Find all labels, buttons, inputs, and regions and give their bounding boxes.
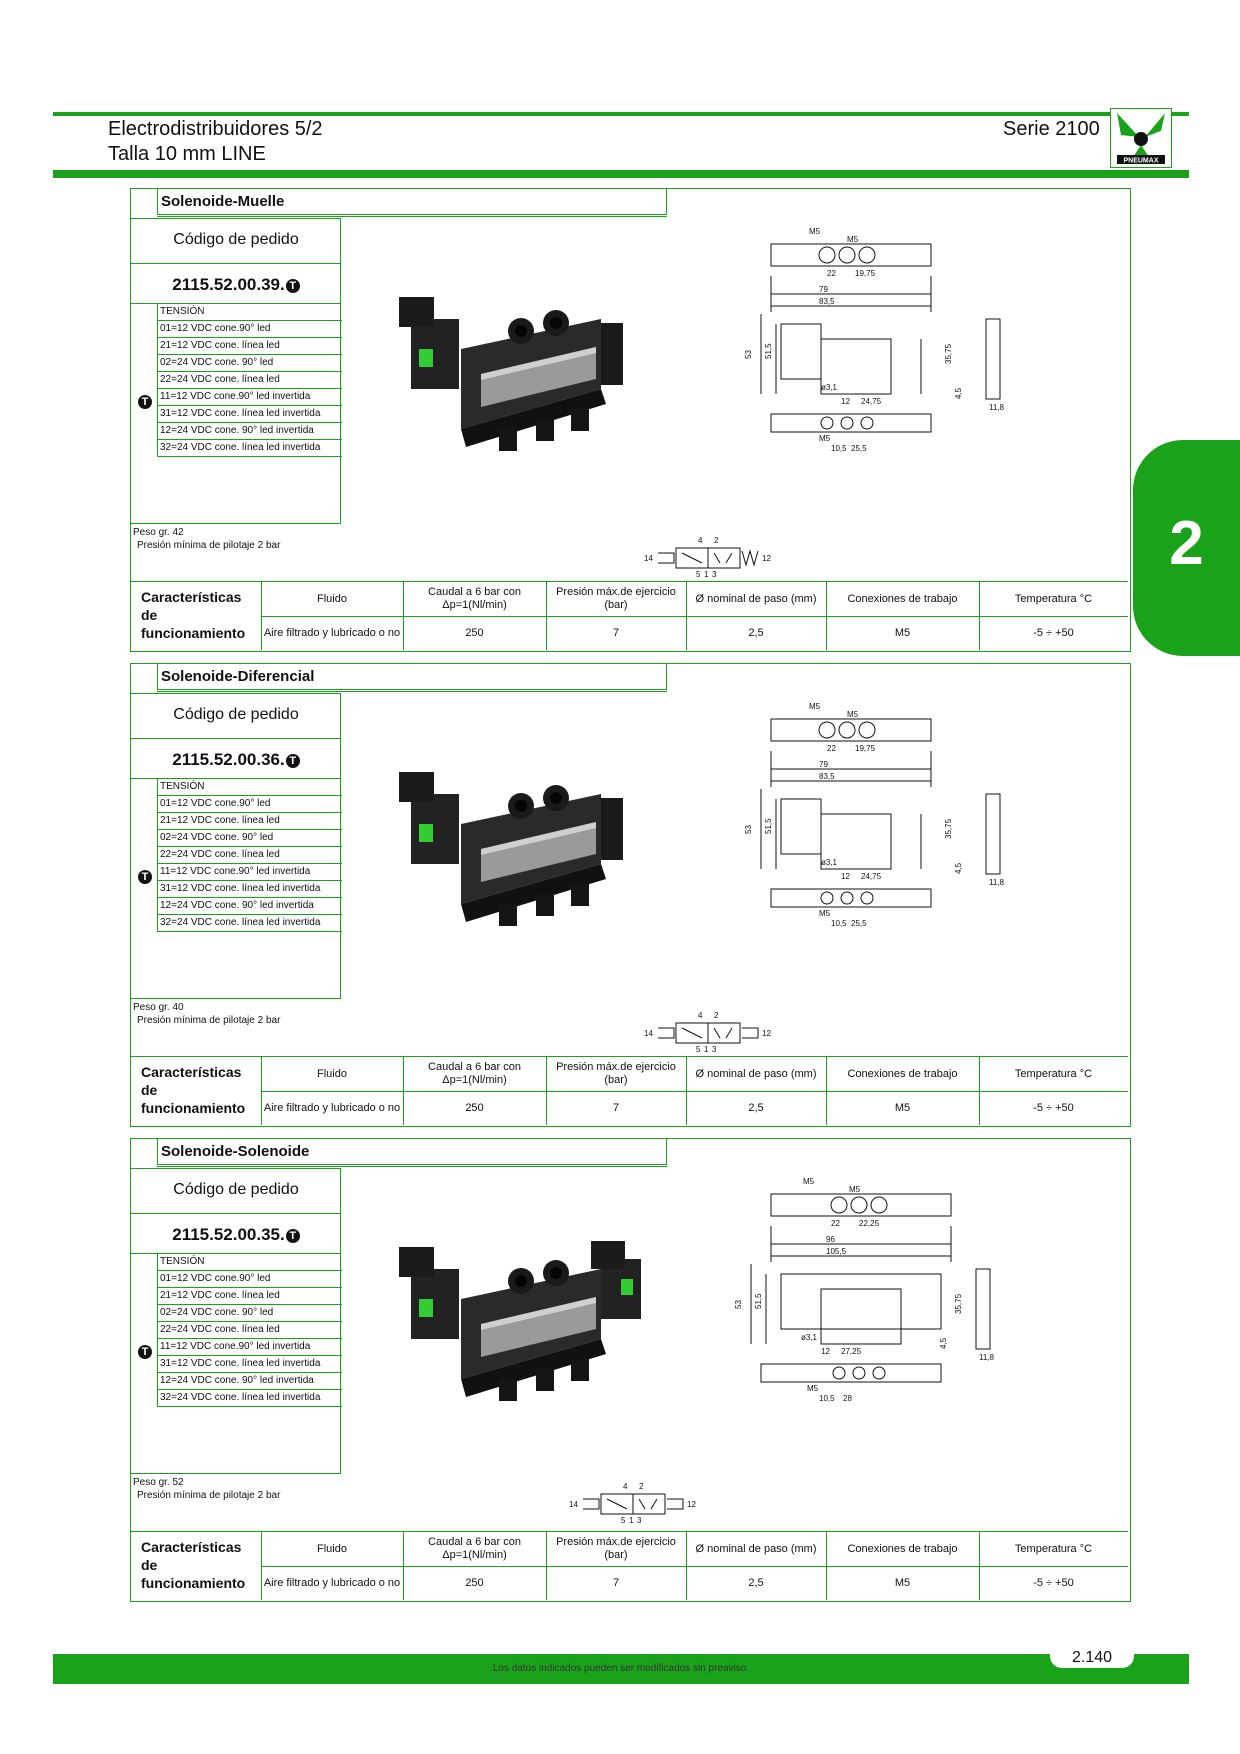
spec-header: Presión máx.de ejercicio (bar) xyxy=(556,1061,676,1086)
spec-value: 2,5 xyxy=(748,1102,764,1114)
dim-label: 22 xyxy=(827,269,836,278)
port-label: 1 xyxy=(704,570,709,579)
logo-text: PNEUMAX xyxy=(1123,157,1159,165)
pneumatic-symbol xyxy=(636,1008,786,1058)
voltage-marker-icon: T xyxy=(138,1345,152,1359)
product-section xyxy=(130,188,1131,652)
pneumatic-symbol xyxy=(561,1479,711,1529)
port-label: 14 xyxy=(644,554,653,563)
spec-value: Aire filtrado y lubricado o no xyxy=(263,1577,401,1589)
dim-label: M5 xyxy=(847,235,859,244)
port-label: 1 xyxy=(629,1516,634,1525)
port-label: 3 xyxy=(712,1045,717,1054)
header-title-line1: Electrodistribuidores 5/2 xyxy=(108,118,323,140)
dimension-drawing xyxy=(721,1164,1021,1404)
voltage-option: 22=24 VDC cone. línea led xyxy=(158,847,342,864)
dim-label: 35,75 xyxy=(954,1293,963,1314)
spec-value: 7 xyxy=(612,1577,620,1589)
spec-title: Características de funcionamiento xyxy=(141,1064,246,1116)
spec-value: 2,5 xyxy=(748,627,764,639)
product-section xyxy=(130,663,1131,1127)
dimension-drawing xyxy=(731,689,1031,929)
port-label: 2 xyxy=(714,536,719,545)
voltage-marker-icon: T xyxy=(138,395,152,409)
dim-label: 4,5 xyxy=(954,862,963,874)
pilot-pressure: Presión mínima de pilotaje 2 bar xyxy=(137,1490,281,1501)
voltage-table xyxy=(157,779,342,932)
order-code xyxy=(131,1225,341,1245)
spec-title: Características de funcionamiento xyxy=(141,589,246,641)
voltage-option: 21=12 VDC cone. línea led xyxy=(158,338,342,355)
port-label: 1 xyxy=(704,1045,709,1054)
pneumatic-symbol xyxy=(636,533,786,583)
voltage-option: 02=24 VDC cone. 90° led xyxy=(158,355,342,372)
dim-label: M5 xyxy=(809,227,821,236)
pneumax-logo xyxy=(1110,108,1172,168)
order-label: Código de pedido xyxy=(173,231,299,248)
header-series: Serie 2100 xyxy=(1003,118,1100,140)
voltage-option: 01=12 VDC cone.90° led xyxy=(158,321,342,338)
voltage-option: 12=24 VDC cone. 90° led invertida xyxy=(158,1373,342,1390)
dim-label: 53 xyxy=(744,350,753,359)
product-section xyxy=(130,1138,1131,1602)
dim-label: 10,5 xyxy=(831,919,847,928)
port-label: 4 xyxy=(698,1011,703,1020)
dim-label: 4,5 xyxy=(954,387,963,399)
voltage-option: 22=24 VDC cone. línea led xyxy=(158,372,342,389)
weight: Peso gr. 40 xyxy=(133,1002,184,1013)
voltage-header: TENSIÓN xyxy=(158,779,342,796)
spec-value: 7 xyxy=(612,627,620,639)
dim-label: M5 xyxy=(803,1177,815,1186)
voltage-option: 02=24 VDC cone. 90° led xyxy=(158,1305,342,1322)
spec-value: 250 xyxy=(465,627,484,639)
dim-label: 24,75 xyxy=(861,397,882,406)
voltage-option: 01=12 VDC cone.90° led xyxy=(158,796,342,813)
header-title-line2: Talla 10 mm LINE xyxy=(108,143,266,165)
dim-label: ø3,1 xyxy=(821,858,838,867)
notes xyxy=(133,1476,280,1502)
divider xyxy=(131,263,341,264)
port-label: 3 xyxy=(712,570,717,579)
spec-value: Aire filtrado y lubricado o no xyxy=(263,1102,401,1114)
dim-label: 28 xyxy=(843,1394,852,1403)
spec-value: Aire filtrado y lubricado o no xyxy=(263,627,401,639)
valve-photo xyxy=(391,1229,651,1429)
voltage-option: 22=24 VDC cone. línea led xyxy=(158,1322,342,1339)
order-code-text: 2115.52.00.35. xyxy=(172,1225,285,1244)
spec-value: 7 xyxy=(612,1102,620,1114)
voltage-table xyxy=(157,1254,342,1407)
order-code xyxy=(131,275,341,295)
divider xyxy=(131,738,341,739)
dim-label: 35,75 xyxy=(944,343,953,364)
port-label: 14 xyxy=(644,1029,653,1038)
voltage-option: 02=24 VDC cone. 90° led xyxy=(158,830,342,847)
voltage-code-icon: T xyxy=(286,1229,300,1243)
dim-label: 10,5 xyxy=(819,1394,835,1403)
dim-label: 53 xyxy=(734,1300,743,1309)
dim-label: 83,5 xyxy=(819,772,835,781)
spec-value: M5 xyxy=(894,1577,911,1589)
dim-label: 4,5 xyxy=(939,1337,948,1349)
voltage-option: 12=24 VDC cone. 90° led invertida xyxy=(158,898,342,915)
header-top-line xyxy=(53,112,1189,116)
weight: Peso gr. 52 xyxy=(133,1477,184,1488)
chapter-tab-number: 2 xyxy=(1169,509,1204,578)
order-label: Código de pedido xyxy=(173,1181,299,1198)
voltage-option: 31=12 VDC cone. línea led invertida xyxy=(158,406,342,423)
voltage-option: 21=12 VDC cone. línea led xyxy=(158,813,342,830)
dim-label: ø3,1 xyxy=(821,383,838,392)
pneumax-logo-icon xyxy=(1111,109,1171,167)
spec-value: M5 xyxy=(894,1102,911,1114)
spec-value: M5 xyxy=(894,627,911,639)
dim-label: 11,8 xyxy=(989,878,1004,887)
port-label: 2 xyxy=(639,1482,644,1491)
voltage-option: 31=12 VDC cone. línea led invertida xyxy=(158,881,342,898)
voltage-option: 21=12 VDC cone. línea led xyxy=(158,1288,342,1305)
spec-header: Temperatura °C xyxy=(1014,592,1093,605)
dim-label: 12 xyxy=(841,397,850,406)
dim-label: 105,5 xyxy=(826,1247,847,1256)
order-label: Código de pedido xyxy=(173,706,299,723)
port-label: 4 xyxy=(623,1482,628,1491)
voltage-option: 11=12 VDC cone.90° led invertida xyxy=(158,389,342,406)
spec-header: Presión máx.de ejercicio (bar) xyxy=(556,1536,676,1561)
voltage-marker-icon: T xyxy=(138,870,152,884)
dim-label: M5 xyxy=(809,702,821,711)
spec-header: Fluido xyxy=(317,1067,347,1080)
voltage-marker xyxy=(137,1343,152,1361)
header-bottom-line xyxy=(53,170,1189,178)
spec-value: -5 ÷ +50 xyxy=(1033,627,1074,639)
notes xyxy=(133,1001,280,1027)
dim-label: 22 xyxy=(827,744,836,753)
spec-value: 250 xyxy=(465,1577,484,1589)
spec-table xyxy=(131,1056,1128,1125)
dim-label: 24,75 xyxy=(861,872,882,881)
spec-table xyxy=(131,581,1128,650)
order-box xyxy=(131,218,341,524)
pilot-pressure: Presión mínima de pilotaje 2 bar xyxy=(137,1015,281,1026)
dim-label: 51,5 xyxy=(764,818,773,834)
spec-value: 2,5 xyxy=(748,1577,764,1589)
port-label: 14 xyxy=(569,1500,578,1509)
valve-photo xyxy=(391,754,651,954)
voltage-code-icon: T xyxy=(286,754,300,768)
spec-header: Fluido xyxy=(317,592,347,605)
spec-value: -5 ÷ +50 xyxy=(1033,1102,1074,1114)
dim-label: M5 xyxy=(819,434,831,443)
port-label: 5 xyxy=(696,1045,701,1054)
spec-value: -5 ÷ +50 xyxy=(1033,1577,1074,1589)
dim-label: 11,8 xyxy=(979,1353,994,1362)
spec-header: Caudal a 6 bar con Δp=1(Nl/min) xyxy=(428,1536,521,1561)
spec-header: Conexiones de trabajo xyxy=(847,592,958,605)
dim-label: M5 xyxy=(849,1185,861,1194)
voltage-option: 32=24 VDC cone. línea led invertida xyxy=(158,1390,342,1407)
voltage-option: 32=24 VDC cone. línea led invertida xyxy=(158,915,342,932)
dim-label: 35,75 xyxy=(944,818,953,839)
spec-header: Fluido xyxy=(317,1542,347,1555)
dim-label: 51,5 xyxy=(764,343,773,359)
order-code-text: 2115.52.00.39. xyxy=(172,275,285,294)
dim-label: 27,25 xyxy=(841,1347,862,1356)
dim-label: 51,5 xyxy=(754,1293,763,1309)
order-code xyxy=(131,750,341,770)
port-label: 12 xyxy=(762,1029,771,1038)
dim-label: 53 xyxy=(744,825,753,834)
section-title: Solenoide-Diferencial xyxy=(157,664,667,690)
spec-header: Caudal a 6 bar con Δp=1(Nl/min) xyxy=(428,586,521,611)
dimension-drawing xyxy=(731,214,1031,454)
voltage-marker xyxy=(137,393,152,411)
voltage-option: 11=12 VDC cone.90° led invertida xyxy=(158,1339,342,1356)
divider xyxy=(131,1213,341,1214)
spec-table xyxy=(131,1531,1128,1600)
dim-label: ø3,1 xyxy=(801,1333,818,1342)
spec-value: 250 xyxy=(465,1102,484,1114)
dim-label: 11,8 xyxy=(989,403,1004,412)
spec-header: Conexiones de trabajo xyxy=(847,1067,958,1080)
spec-title: Características de funcionamiento xyxy=(141,1539,246,1591)
notes xyxy=(133,526,280,552)
dim-label: 12 xyxy=(841,872,850,881)
dim-label: 25,5 xyxy=(851,919,867,928)
spec-header: Temperatura °C xyxy=(1014,1542,1093,1555)
dim-label: 19,75 xyxy=(855,269,876,278)
dim-label: 83,5 xyxy=(819,297,835,306)
dim-label: 22 xyxy=(831,1219,840,1228)
port-label: 12 xyxy=(687,1500,696,1509)
port-label: 12 xyxy=(762,554,771,563)
section-title: Solenoide-Muelle xyxy=(157,189,667,215)
port-label: 4 xyxy=(698,536,703,545)
dim-label: 25,5 xyxy=(851,444,867,453)
dim-label: 19,75 xyxy=(855,744,876,753)
order-box xyxy=(131,693,341,999)
voltage-option: 12=24 VDC cone. 90° led invertida xyxy=(158,423,342,440)
port-label: 5 xyxy=(696,570,701,579)
spec-header: Ø nominal de paso (mm) xyxy=(695,592,817,605)
dim-label: 79 xyxy=(819,760,828,769)
voltage-option: 01=12 VDC cone.90° led xyxy=(158,1271,342,1288)
spec-header: Ø nominal de paso (mm) xyxy=(695,1067,817,1080)
dim-label: M5 xyxy=(807,1384,819,1393)
dim-label: 10,5 xyxy=(831,444,847,453)
port-label: 2 xyxy=(714,1011,719,1020)
voltage-option: 11=12 VDC cone.90° led invertida xyxy=(158,864,342,881)
page-number: 2.140 xyxy=(1050,1648,1134,1668)
valve-photo xyxy=(391,279,651,479)
dim-label: M5 xyxy=(819,909,831,918)
dim-label: 12 xyxy=(821,1347,830,1356)
dim-label: 22,25 xyxy=(859,1219,880,1228)
footer-note: Los datos indicados pueden ser modificados sin preaviso. xyxy=(492,1663,750,1674)
voltage-header: TENSIÓN xyxy=(158,1254,342,1271)
section-title: Solenoide-Solenoide xyxy=(157,1139,667,1165)
dim-label: 96 xyxy=(826,1235,835,1244)
weight: Peso gr. 42 xyxy=(133,527,184,538)
spec-header: Ø nominal de paso (mm) xyxy=(695,1542,817,1555)
voltage-header: TENSIÓN xyxy=(158,304,342,321)
spec-header: Temperatura °C xyxy=(1014,1067,1093,1080)
voltage-table xyxy=(157,304,342,457)
order-box xyxy=(131,1168,341,1474)
voltage-marker xyxy=(137,868,152,886)
spec-header: Conexiones de trabajo xyxy=(847,1542,958,1555)
spec-header: Presión máx.de ejercicio (bar) xyxy=(556,586,676,611)
pilot-pressure: Presión mínima de pilotaje 2 bar xyxy=(137,540,281,551)
port-label: 5 xyxy=(621,1516,626,1525)
spec-header: Caudal a 6 bar con Δp=1(Nl/min) xyxy=(428,1061,521,1086)
dim-label: M5 xyxy=(847,710,859,719)
voltage-option: 32=24 VDC cone. línea led invertida xyxy=(158,440,342,457)
voltage-option: 31=12 VDC cone. línea led invertida xyxy=(158,1356,342,1373)
order-code-text: 2115.52.00.36. xyxy=(172,750,285,769)
port-label: 3 xyxy=(637,1516,642,1525)
voltage-code-icon: T xyxy=(286,279,300,293)
dim-label: 79 xyxy=(819,285,828,294)
